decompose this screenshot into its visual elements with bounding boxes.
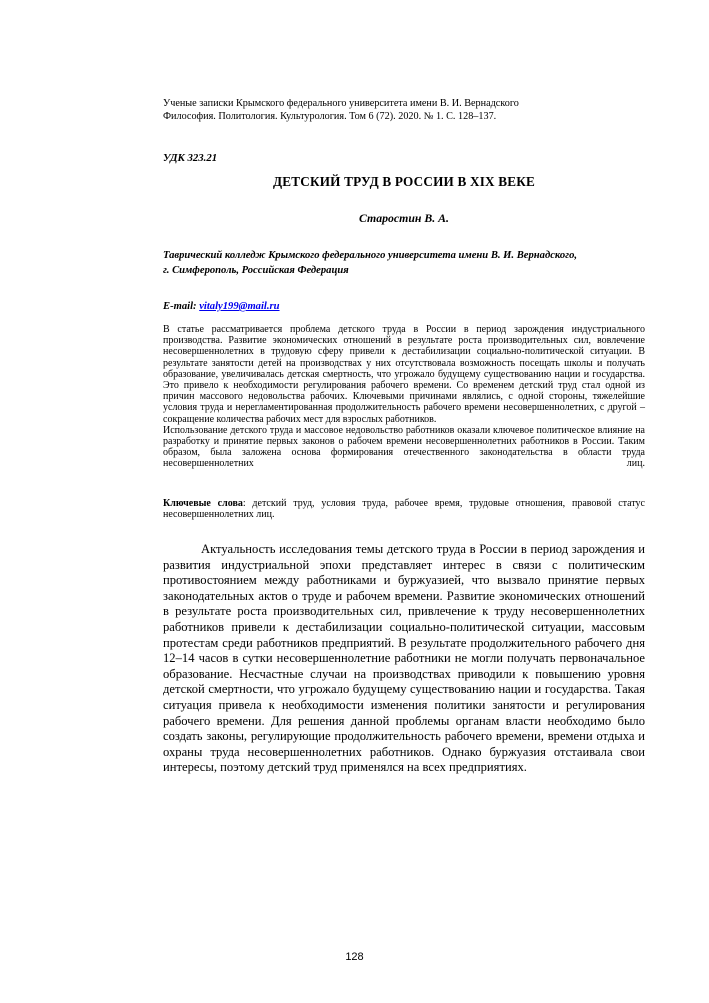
- abstract: [163, 324, 645, 470]
- udc-label: УДК 323.21: [163, 152, 218, 164]
- affiliation-line1: Таврический колледж Крымского федерального университета имени В. И. Вернадского,: [163, 250, 578, 261]
- affiliation-line2: г. Симферополь, Российская Федерация: [163, 264, 349, 276]
- email-link[interactable]: vitaly199@mail.ru: [199, 301, 280, 312]
- abstract-paragraph-1: В статье рассматривается проблема детского труда в России в период зарождения индустриального производства. Развитие экономических отношений в результате роста производительных сил, вовлечение несовершеннолетних в трудовую сферу привели к дестабилизации социально-политической ситуации. В результате занятости детей на производствах у них отсутствовала возможность посещать школы и получать образование, увеличивалась детская смертность, что угрожало будущему существованию нации и государства. Это привело к необходимости регулирования рабочего времени. Со временем детский труд стал одной из причин массового недовольства рабочих. Ключевыми причинами являлись, с одной стороны, тяжелейшие условия труда и нерегламентированная продолжительность рабочего времени несовершеннолетних, с другой – сокращение количества рабочих мест для взрослых работников.: [163, 324, 645, 425]
- keywords-label: Ключевые слова: [163, 497, 243, 509]
- email-label: E-mail:: [163, 301, 200, 312]
- affiliation: [163, 249, 645, 278]
- article-content: [163, 0, 645, 776]
- journal-header-line1: Ученые записки Крымского федерального университета имени В. И. Вернадского: [163, 98, 519, 109]
- abstract-paragraph-2: Использование детского труда и массовое недовольство работников оказали ключевое политическое влияние на разработку и принятие первых законов о рабочем времени несовершеннолетних работников в России. Таким образом, была заложена основа формирования отечественного законодательства в области труда несовершеннолетних лиц.: [163, 424, 645, 470]
- body-text: [163, 542, 645, 776]
- email-line: [163, 301, 645, 312]
- body-paragraph-1: Актуальность исследования темы детского труда в России в период зарождения и развития индустриальной эпохи представляет интерес в связи с политическим противостоянием между работниками и буржуазией, что вызвало принятие первых законодательных актов о труде и рабочем времени. Развитие экономических отношений в результате роста производительных сил, привлечение к труду несовершеннолетних работников привели к дестабилизации социально-политической ситуации, массовым протестам среди работников предприятий. В результате продолжительного рабочего дня 12–14 часов в сутки несовершеннолетние работники не могли получать первоначальное образование. Несчастные случаи на производствах приводили к повышению уровня детской смертности, что угрожало будущему существованию нации и государства. Такая ситуация привела к необходимости изменения политики занятости и регулирования рабочего времени. Для решения данной проблемы органам власти необходимо было создать законы, регулирующие продолжительность рабочего времени, времени отдыха и охраны труда несовершеннолетних работников. Однако буржуазия отстаивала свои интересы, поэтому детский труд применялся на всех предприятиях.: [163, 542, 645, 775]
- keywords-text: : детский труд, условия труда, рабочее время, трудовые отношения, правовой статус несовершеннолетних лиц.: [163, 497, 645, 520]
- keywords-line: [163, 498, 645, 520]
- journal-header-line2: Философия. Политология. Культурология. Том 6 (72). 2020. № 1. С. 128–137.: [163, 111, 497, 122]
- paper-title: ДЕТСКИЙ ТРУД В РОССИИ В XIX ВЕКЕ: [272, 174, 536, 189]
- author-name: Старостин В. А.: [359, 211, 449, 225]
- page-number: 128: [345, 951, 364, 963]
- journal-header: [163, 0, 645, 123]
